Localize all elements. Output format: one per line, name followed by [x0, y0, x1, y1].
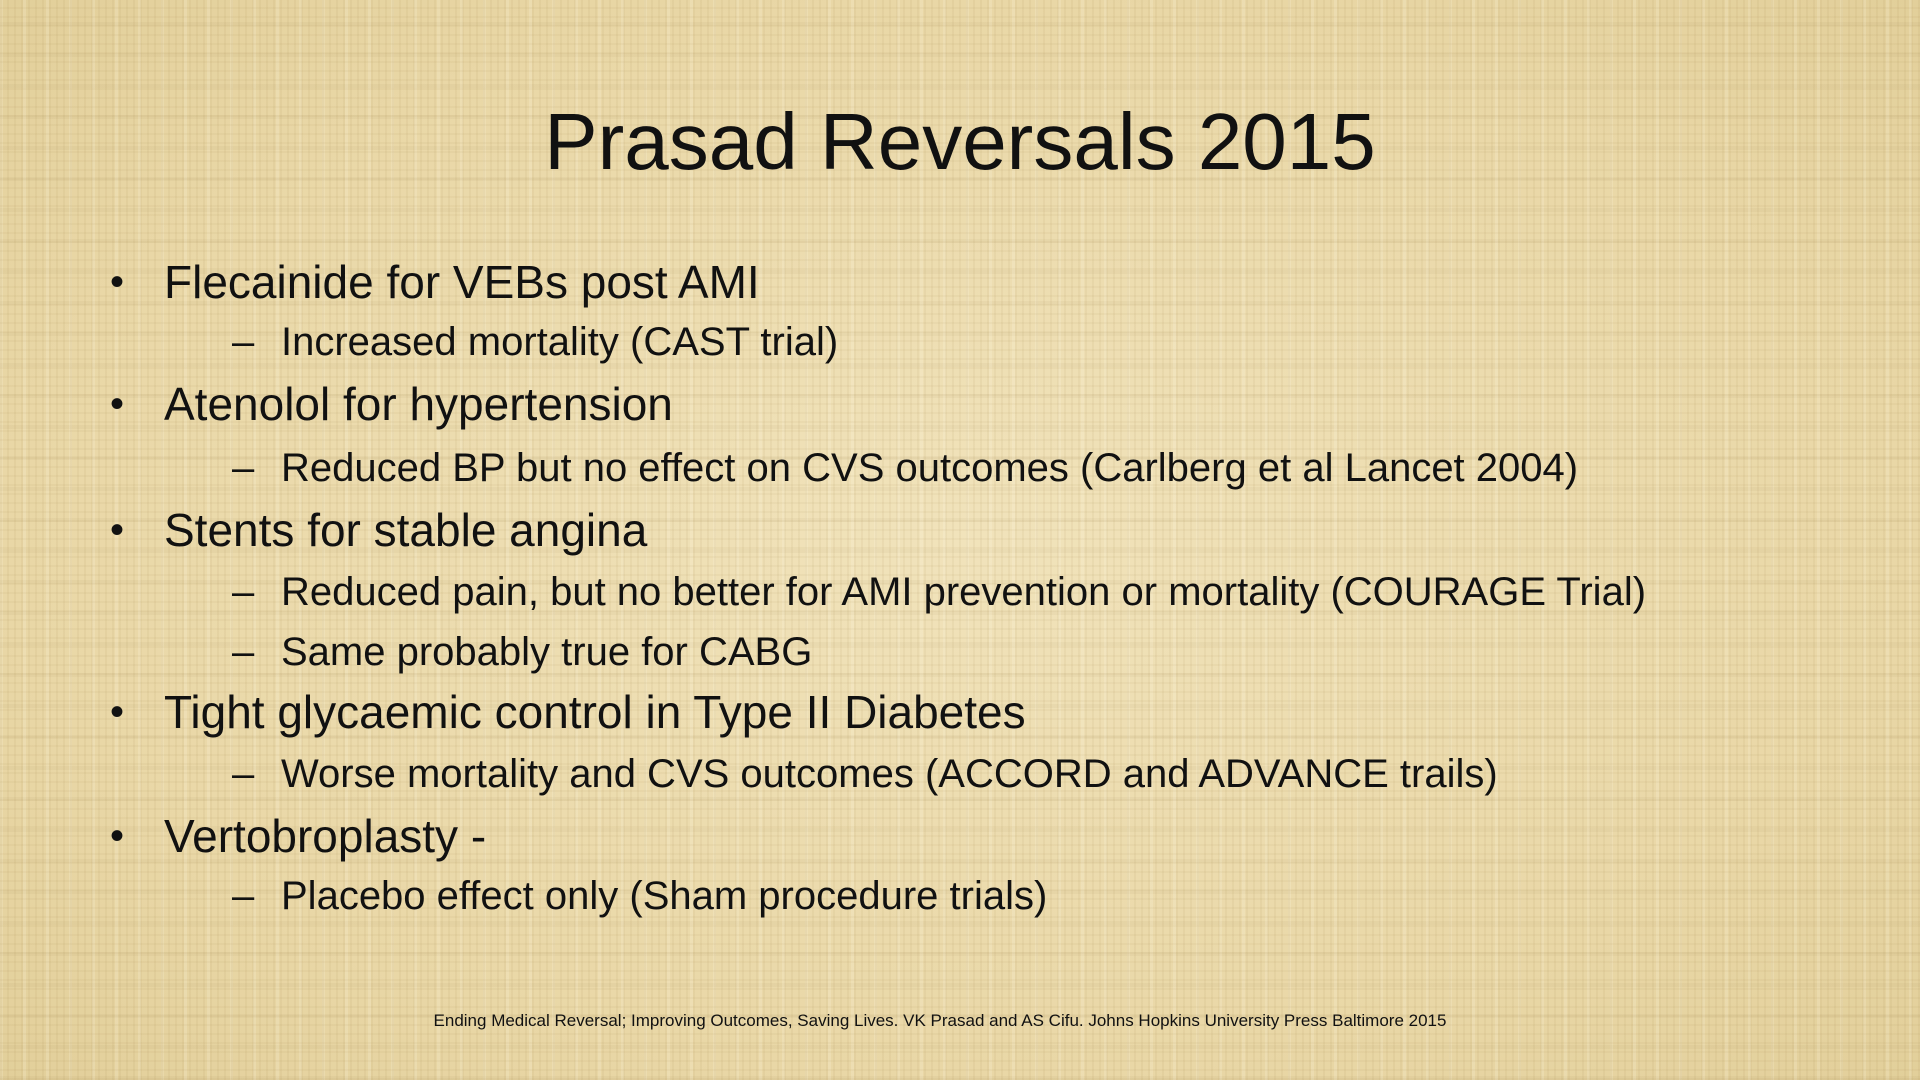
sub-item: [164, 438, 1810, 498]
sub-item: [164, 866, 1810, 926]
bullet-text: Vertobroplasty -: [164, 810, 487, 862]
bullet-item-vertobroplasty: [110, 806, 1810, 926]
bullet-item-glycaemic: [110, 682, 1810, 804]
bullet-text: Tight glycaemic control in Type II Diabetes: [164, 686, 1026, 738]
bullet-list: [110, 252, 1810, 926]
footer-citation: Ending Medical Reversal; Improving Outcomes, Saving Lives. VK Prasad and AS Cifu. Johns Hopkins University Press Baltimore 2015: [433, 1011, 1447, 1030]
sub-list: [164, 438, 1810, 498]
dash-icon: –: [232, 320, 255, 364]
bullet-icon: •: [110, 382, 125, 426]
dash-icon: –: [232, 752, 255, 796]
bullet-icon: •: [110, 814, 125, 858]
bullet-item-atenolol: [110, 374, 1810, 498]
bullet-text: Flecainide for VEBs post AMI: [164, 256, 760, 308]
sub-list: [164, 562, 1810, 682]
bullet-text: Stents for stable angina: [164, 504, 648, 556]
bullet-text: Atenolol for hypertension: [164, 378, 673, 430]
slide-title: Prasad Reversals 2015: [544, 97, 1376, 186]
sub-item: [164, 622, 1810, 682]
bullet-item-flecainide: [110, 252, 1810, 372]
bullet-icon: •: [110, 690, 125, 734]
dash-icon: –: [232, 570, 255, 614]
dash-icon: –: [232, 446, 255, 490]
dash-icon: –: [232, 874, 255, 918]
sub-item-text: Worse mortality and CVS outcomes (ACCORD and ADVANCE trails): [281, 752, 1498, 796]
sub-list: [164, 312, 1810, 372]
sub-item-text: Same probably true for CABG: [281, 630, 813, 674]
bullet-icon: •: [110, 508, 125, 552]
sub-item: [164, 744, 1810, 804]
dash-icon: –: [232, 630, 255, 674]
sub-item-text: Increased mortality (CAST trial): [281, 320, 839, 364]
sub-item-text: Reduced BP but no effect on CVS outcomes (Carlberg et al Lancet 2004): [281, 446, 1579, 490]
sub-item-text: Placebo effect only (Sham procedure trials): [281, 874, 1048, 918]
sub-item: [164, 312, 1810, 372]
bullet-icon: •: [110, 260, 125, 304]
sub-item-text: Reduced pain, but no better for AMI prevention or mortality (COURAGE Trial): [281, 570, 1647, 614]
sub-list: [164, 866, 1810, 926]
sub-list: [164, 744, 1810, 804]
sub-item: [164, 562, 1810, 622]
bullet-item-stents: [110, 500, 1810, 682]
